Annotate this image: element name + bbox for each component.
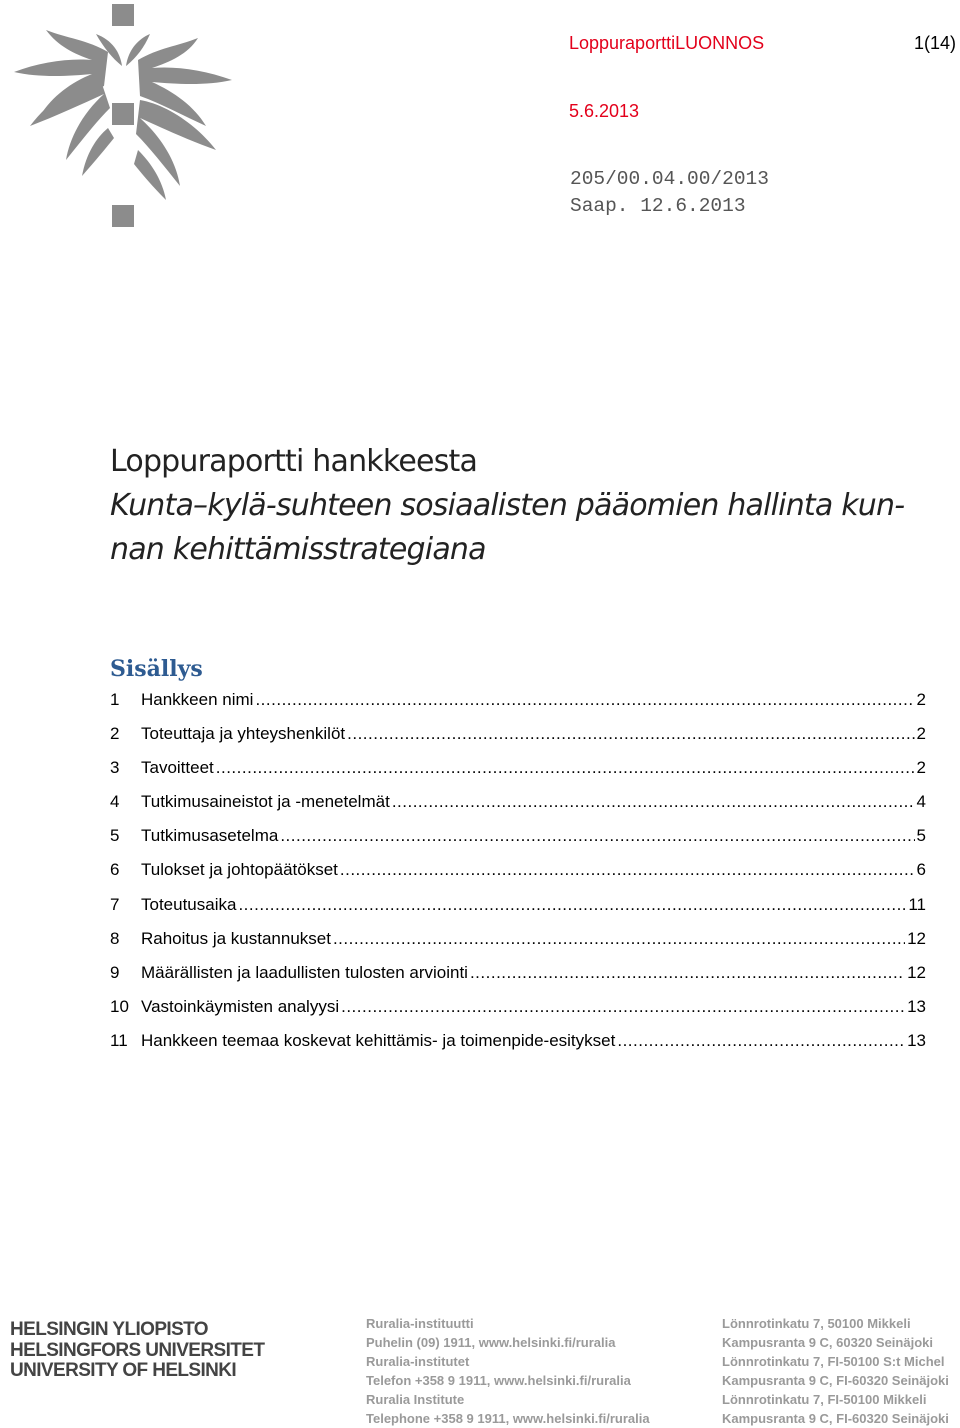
toc-item[interactable] — [110, 927, 926, 961]
toc-item-number: 2 — [110, 724, 120, 744]
footer-line: Telephone +358 9 1911, www.helsinki.fi/ruralia — [366, 1411, 650, 1426]
toc-item-number: 10 — [110, 996, 129, 1016]
footer-line: Lönnrotinkatu 7, 50100 Mikkeli — [722, 1316, 911, 1331]
toc-item-title: Rahoitus ja kustannukset — [141, 928, 331, 948]
toc-item[interactable] — [110, 688, 926, 722]
toc-item-number: 9 — [110, 962, 120, 982]
toc-item-page: 2 — [916, 724, 926, 744]
toc-item-title: Toteutusaika — [141, 894, 237, 914]
toc-dot-leader — [216, 756, 915, 780]
toc-item-title: Vastoinkäymisten analyysi — [141, 996, 340, 1016]
footer-line: Lönnrotinkatu 7, FI-50100 Mikkeli — [722, 1392, 927, 1407]
toc-dot-leader — [238, 893, 906, 917]
document-title — [110, 440, 940, 572]
toc-item-number: 11 — [110, 1030, 128, 1050]
toc-item-number: 8 — [110, 928, 120, 948]
toc-dot-leader — [392, 790, 915, 814]
toc-item[interactable] — [110, 961, 926, 995]
toc-item-number: 5 — [110, 826, 120, 846]
toc-dot-leader — [341, 995, 905, 1019]
footer-line: Lönnrotinkatu 7, FI-50100 S:t Michel — [722, 1354, 945, 1369]
toc-dot-leader — [617, 1029, 905, 1053]
footer-line: Kampusranta 9 C, FI-60320 Seinäjoki — [722, 1411, 949, 1426]
toc-dot-leader — [470, 961, 905, 985]
toc-dot-leader — [340, 858, 915, 882]
toc-item-title: Hankkeen nimi — [141, 690, 254, 709]
toc-dot-leader — [280, 824, 914, 848]
toc-item-title: Tutkimusasetelma — [141, 826, 279, 846]
toc-dot-leader — [347, 722, 914, 746]
document-date: 5.6.2013 — [569, 101, 640, 121]
footer-line: Ruralia Institute — [366, 1392, 465, 1407]
toc-item[interactable] — [110, 893, 926, 927]
toc-item[interactable] — [110, 824, 926, 858]
toc-item[interactable] — [110, 1029, 926, 1063]
document-status-label: LoppuraporttiLUONNOS — [569, 33, 765, 53]
university-name-sv: HELSINGFORS UNIVERSITET — [10, 1339, 265, 1361]
toc-item-number: 7 — [110, 894, 120, 914]
footer-line: Ruralia-instituutti — [366, 1316, 474, 1331]
toc-item-title: Määrällisten ja laadullisten tulosten arviointi — [141, 962, 468, 982]
footer-line: Kampusranta 9 C, FI-60320 Seinäjoki — [722, 1373, 949, 1388]
title-main: Loppuraportti hankkeesta — [110, 444, 478, 479]
toc-item-page: 2 — [916, 758, 926, 778]
footer-line: Ruralia-institutet — [366, 1354, 470, 1369]
toc-item[interactable] — [110, 995, 926, 1029]
toc-item-page: 2 — [916, 690, 926, 709]
toc-item[interactable] — [110, 756, 926, 790]
toc-item[interactable] — [110, 790, 926, 824]
toc-item-page: 13 — [907, 996, 926, 1016]
toc-item-number: 4 — [110, 792, 120, 812]
toc-item-page: 5 — [916, 826, 926, 846]
footer-line: Telefon +358 9 1911, www.helsinki.fi/ruralia — [366, 1373, 631, 1388]
university-flame-logo-icon — [0, 0, 250, 235]
toc-item-title: Tutkimusaineistot ja -menetelmät — [141, 792, 390, 812]
toc-item-number: 3 — [110, 758, 120, 778]
page-indicator: 1(14) — [914, 33, 957, 53]
toc-item-page: 13 — [907, 1030, 926, 1050]
title-subtitle-line1: Kunta–kylä-suhteen sosiaalisten pääomien hallinta kun- — [110, 488, 905, 523]
toc-heading: Sisällys — [110, 656, 203, 682]
footer-address-column — [722, 1314, 949, 1428]
toc-item-page: 11 — [908, 894, 926, 914]
university-name-fi: HELSINGIN YLIOPISTO — [10, 1319, 208, 1340]
toc-dot-leader — [333, 927, 905, 951]
title-subtitle-line2: nan kehittämisstrategiana — [110, 532, 486, 567]
footer-line: Kampusranta 9 C, 60320 Seinäjoki — [722, 1335, 933, 1350]
toc-item-title: Hankkeen teemaa koskevat kehittämis- ja toimenpide-esitykset — [141, 1030, 616, 1050]
toc-item-number: 6 — [110, 860, 120, 880]
registry-stamp-received: Saap. 12.6.2013 — [570, 195, 746, 217]
toc-dot-leader — [255, 688, 914, 712]
toc-item-title: Tavoitteet — [141, 758, 214, 778]
registry-stamp-number: 205/00.04.00/2013 — [570, 168, 769, 190]
toc-item-page: 12 — [907, 928, 926, 948]
toc-item-number: 1 — [110, 690, 120, 709]
toc-item-page: 6 — [916, 860, 926, 880]
toc-item-page: 4 — [916, 792, 926, 812]
toc-item-title: Tulokset ja johtopäätökset — [141, 860, 338, 880]
toc-item[interactable] — [110, 858, 926, 892]
table-of-contents — [110, 688, 926, 1063]
footer-line: Puhelin (09) 1911, www.helsinki.fi/ruralia — [366, 1335, 616, 1350]
university-name-en: UNIVERSITY OF HELSINKI — [10, 1360, 237, 1381]
footer-contact-column — [366, 1314, 650, 1428]
toc-item-page: 12 — [907, 962, 926, 982]
university-wordmark — [10, 1320, 264, 1382]
toc-item-title: Toteuttaja ja yhteyshenkilöt — [141, 724, 346, 744]
toc-item[interactable] — [110, 722, 926, 756]
